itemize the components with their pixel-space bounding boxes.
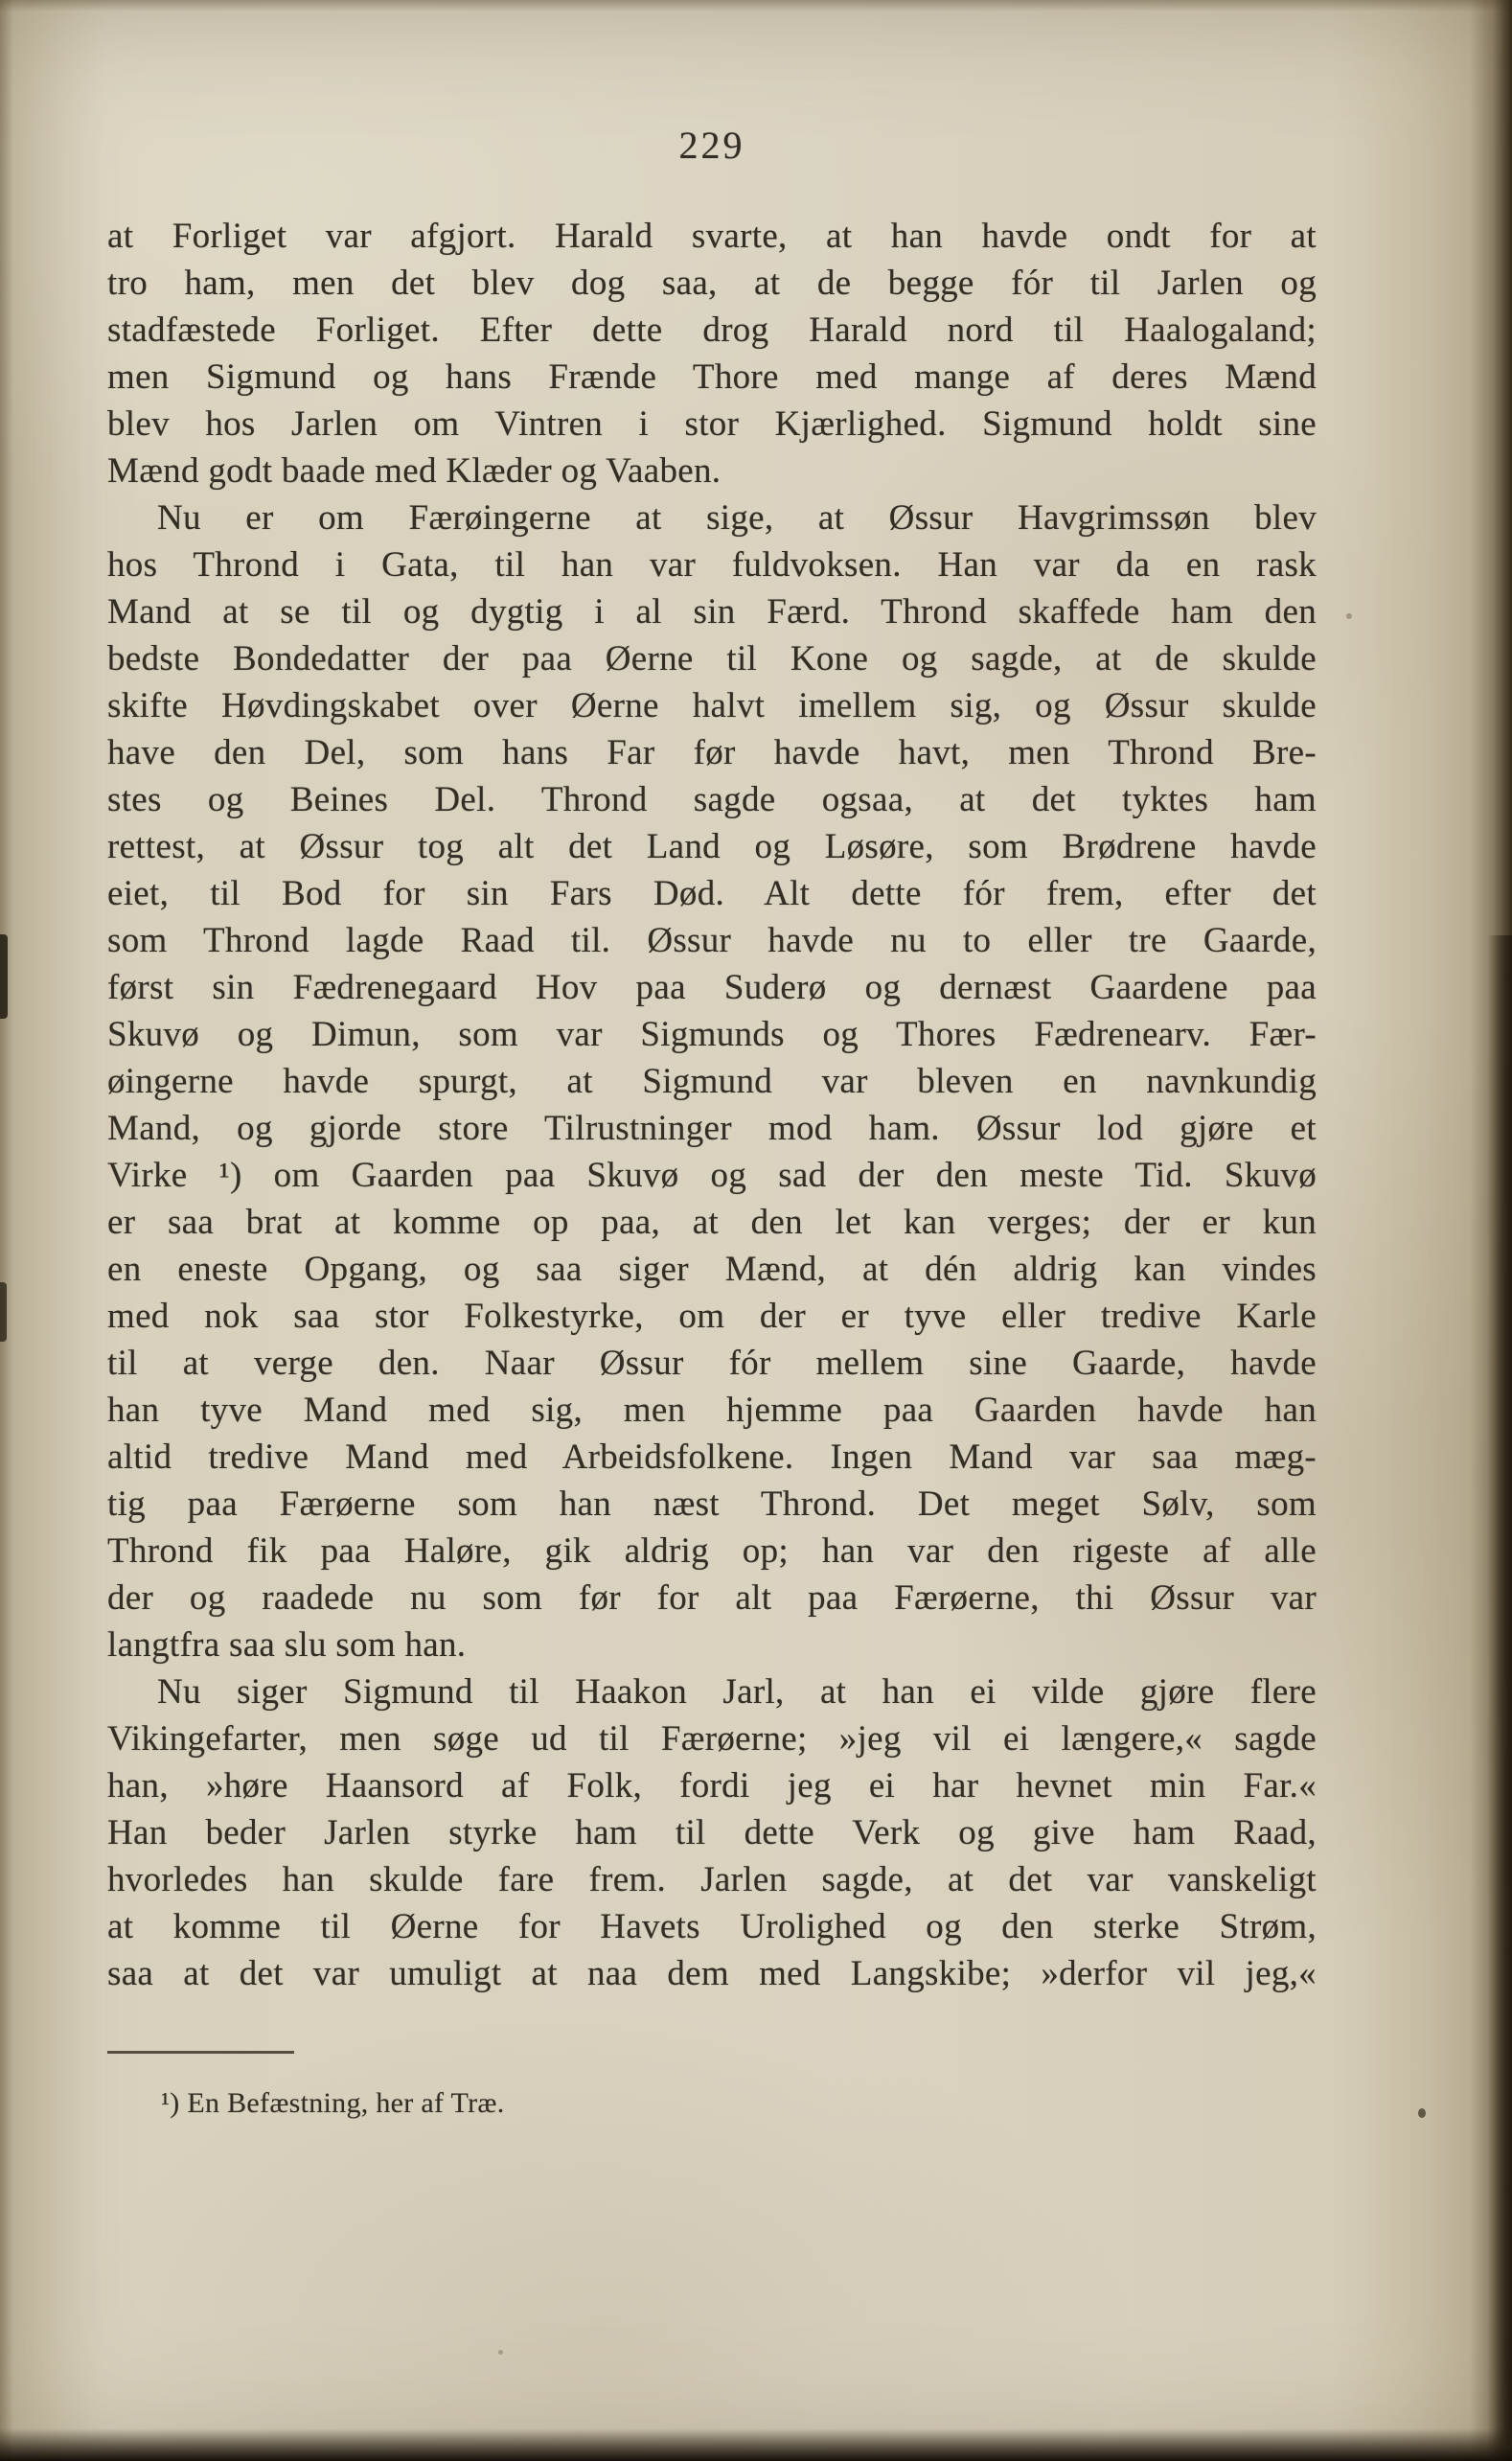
text-line: Mand, og gjorde store Tilrustninger mod ham. Øssur lod gjøre et — [107, 1109, 1317, 1148]
text-line: tro ham, men det blev dog saa, at de begge fór til Jarlen og — [107, 264, 1317, 303]
text-line: Nu siger Sigmund til Haakon Jarl, at han ei vilde gjøre flere — [157, 1672, 1317, 1712]
text-line: øingerne havde spurgt, at Sigmund var bleven en navnkundig — [107, 1062, 1317, 1101]
text-line: tig paa Færøerne som han næst Thrond. Det meget Sølv, som — [107, 1484, 1317, 1524]
text-line: at komme til Øerne for Havets Urolighed og den sterke Strøm, — [107, 1907, 1317, 1946]
text-line: at Forliget var afgjort. Harald svarte, at han havde ondt for at — [107, 217, 1317, 256]
text-line: Nu er om Færøingerne at sige, at Øssur Havgrimssøn blev — [157, 498, 1317, 538]
text-line: saa at det var umuligt at naa dem med Langskibe; »derfor vil jeg,« — [107, 1954, 1317, 1993]
text-line: Skuvø og Dimun, som var Sigmunds og Thores Fædrenearv. Fær- — [107, 1015, 1317, 1054]
text-line: Mænd godt baade med Klæder og Vaaben. — [107, 451, 722, 491]
text-line: Mand at se til og dygtig i al sin Færd. Thrond skaffede ham den — [107, 592, 1317, 632]
text-line: have den Del, som hans Far før havde havt, men Thrond Bre- — [107, 733, 1317, 772]
paper-speck — [1418, 2108, 1426, 2118]
text-line: Vikingefarter, men søge ud til Færøerne; »jeg vil ei længere,« sagde — [107, 1719, 1317, 1759]
text-line: Han beder Jarlen styrke ham til dette Verk og give ham Raad, — [107, 1813, 1317, 1852]
text-line: til at verge den. Naar Øssur fór mellem sine Gaarde, havde — [107, 1344, 1317, 1383]
scan-edge-left-shadow — [0, 0, 13, 2461]
text-line: rettest, at Øssur tog alt det Land og Løsøre, som Brødrene havde — [107, 827, 1317, 866]
page-text — [107, 213, 1317, 1997]
text-line: han tyve Mand med sig, men hjemme paa Gaarden havde han — [107, 1391, 1317, 1430]
text-line: stes og Beines Del. Thrond sagde ogsaa, at det tyktes ham — [107, 780, 1317, 819]
text-line: en eneste Opgang, og saa siger Mænd, at dén aldrig kan vindes — [107, 1250, 1317, 1289]
text-line: blev hos Jarlen om Vintren i stor Kjærlighed. Sigmund holdt sine — [107, 404, 1317, 444]
text-line: der og raadede nu som før for alt paa Færøerne, thi Øssur var — [107, 1578, 1317, 1618]
text-line: først sin Fædrenegaard Hov paa Suderø og dernæst Gaardene paa — [107, 968, 1317, 1007]
text-line: Thrond fik paa Haløre, gik aldrig op; han var den rigeste af alle — [107, 1531, 1317, 1571]
scan-edge-bottom-shadow — [0, 2428, 1512, 2461]
scan-edge-right-dark-band — [1487, 935, 1512, 2461]
footnote-separator — [107, 2051, 294, 2054]
text-line: som Thrond lagde Raad til. Øssur havde nu to eller tre Gaarde, — [107, 921, 1317, 960]
left-margin-ink-mark — [0, 934, 8, 1019]
left-margin-ink-mark — [0, 1282, 7, 1342]
text-line: Virke ¹) om Gaarden paa Skuvø og sad der den meste Tid. Skuvø — [107, 1156, 1317, 1195]
text-line: altid tredive Mand med Arbeidsfolkene. Ingen Mand var saa mæg- — [107, 1438, 1317, 1477]
text-line: med nok saa stor Folkestyrke, om der er tyve eller tredive Karle — [107, 1297, 1317, 1336]
text-line: langtfra saa slu som han. — [107, 1625, 467, 1665]
paper-speck — [1346, 613, 1352, 619]
paper-speck — [498, 2350, 503, 2355]
text-line: han, »høre Haansord af Folk, fordi jeg ei har hevnet min Far.« — [107, 1766, 1317, 1806]
text-line: hos Thrond i Gata, til han var fuldvoksen. Han var da en rask — [107, 545, 1317, 585]
scan-edge-top-shadow — [0, 0, 1512, 12]
page-number: 229 — [678, 124, 745, 167]
text-line: bedste Bondedatter der paa Øerne til Kone og sagde, at de skulde — [107, 639, 1317, 678]
scan-edge-right-shadow — [1470, 0, 1512, 2461]
text-line: er saa brat at komme op paa, at den let kan verges; der er kun — [107, 1203, 1317, 1242]
footnote-text: ¹) En Befæstning, her af Træ. — [161, 2087, 505, 2119]
text-line: men Sigmund og hans Frænde Thore med mange af deres Mænd — [107, 357, 1317, 397]
text-line: skifte Høvdingskabet over Øerne halvt imellem sig, og Øssur skulde — [107, 686, 1317, 725]
text-line: eiet, til Bod for sin Fars Død. Alt dette fór frem, efter det — [107, 874, 1317, 913]
text-line: stadfæstede Forliget. Efter dette drog Harald nord til Haalogaland; — [107, 310, 1317, 350]
text-line: hvorledes han skulde fare frem. Jarlen sagde, at det var vanskeligt — [107, 1860, 1317, 1899]
